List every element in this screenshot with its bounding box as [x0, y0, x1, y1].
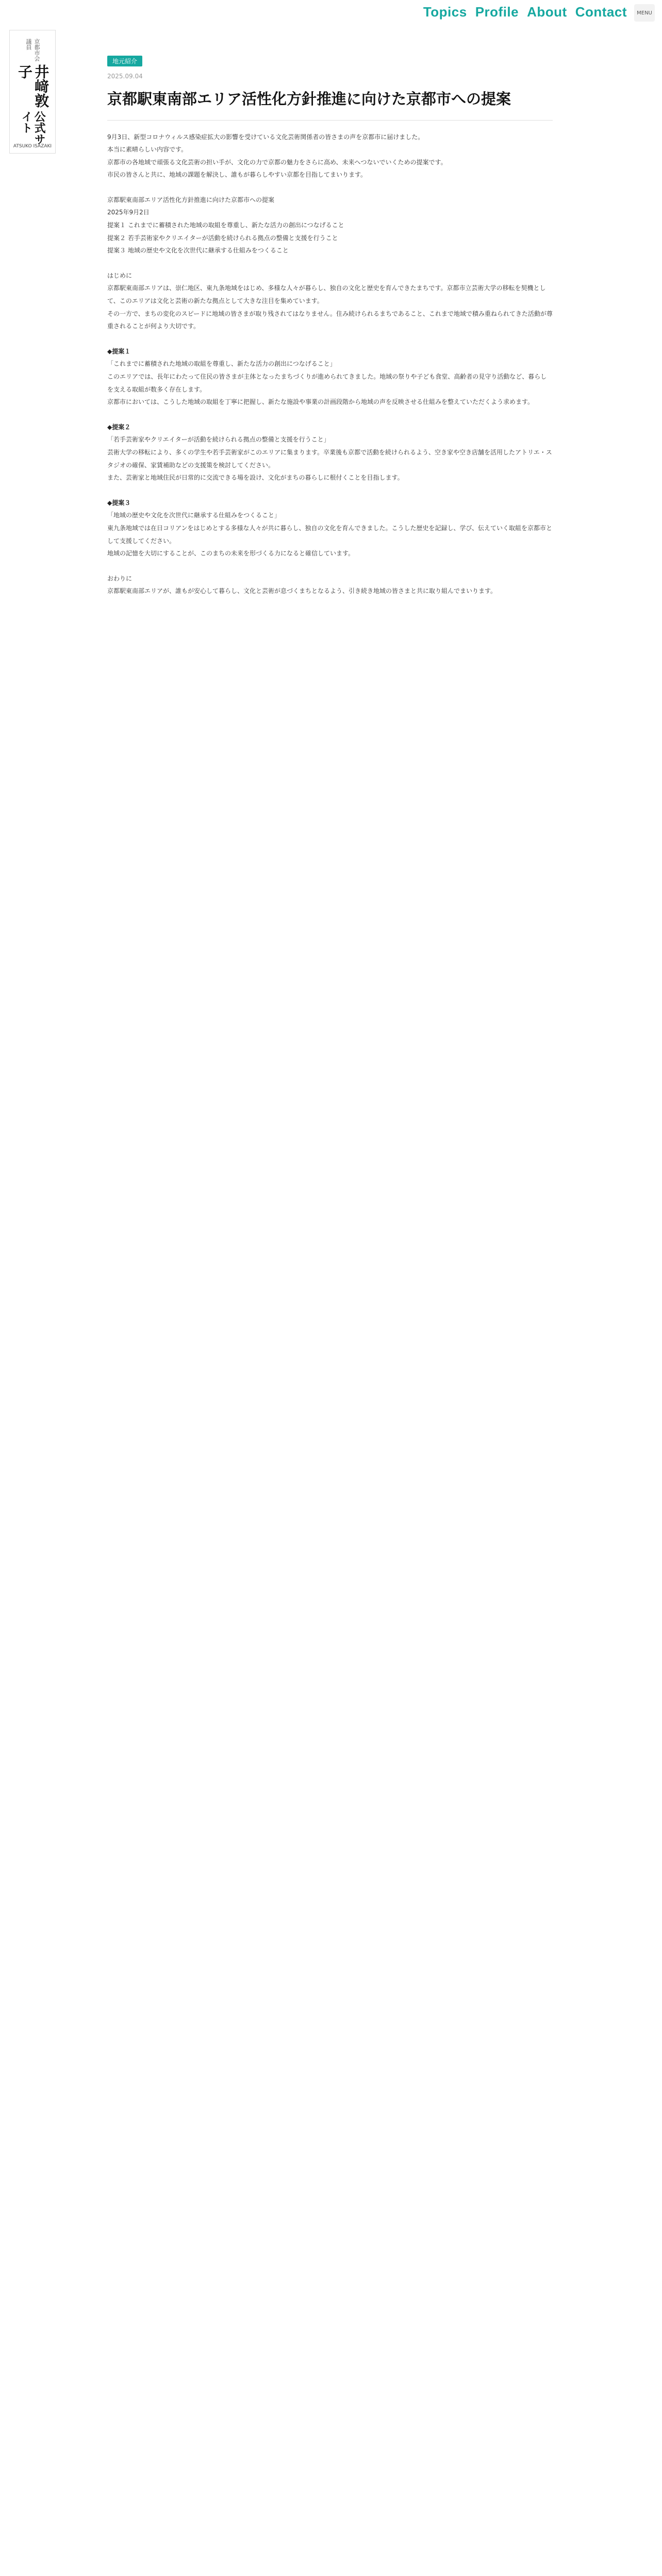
article-paragraph: 「これまでに蓄積された地域の取組を尊重し、新たな活力の創出につなげること」	[107, 360, 336, 368]
article-paragraph: このエリアでは、長年にわたって住民の皆さまが主体となったまちづくりが進められてきました。地域の祭りや子ども食堂、高齢者の見守り活動など、暮らしを支える取組が数多く存在します。	[107, 373, 547, 393]
nav-about[interactable]: About	[527, 4, 567, 20]
nav-topics[interactable]: Topics	[423, 4, 467, 20]
paragraph-gap	[107, 257, 553, 269]
article-paragraph: 「地域の歴史や文化を次世代に継承する仕組みをつくること」	[107, 512, 281, 519]
article-paragraph: 芸術大学の移転により、多くの学生や若手芸術家がこのエリアに集まります。卒業後も京都で活動を続けられるよう、空き家や空き店舗を活用したアトリエ・スタジオの確保、家賃補助などの支援策を検討してください。	[107, 448, 552, 469]
article-title: 京都駅東南部エリア活性化方針推進に向けた京都市への提案	[107, 90, 511, 108]
article-paragraph: また、芸術家と地域住民が日常的に交流できる場を設け、文化がまちの暮らしに根付くことを目指します。	[107, 474, 404, 482]
paragraph-gap	[107, 409, 553, 421]
paragraph-gap	[107, 181, 553, 194]
article-paragraph: 本当に素晴らしい内容です。	[107, 146, 188, 154]
logo-affiliation: 京都市会議員	[25, 39, 40, 61]
nav-contact[interactable]: Contact	[575, 4, 627, 20]
article-paragraph: 地域の記憶を大切にすることが、このまちの未来を形づくる力になると確信しています。	[107, 550, 355, 557]
menu-button[interactable]	[634, 4, 655, 22]
article-paragraph: おわりに	[107, 574, 133, 582]
article-paragraph: 京都市の各地域で頑張る文化芸術の担い手が、文化の力で京都の魅力をさらに高め、未来へつないでいくための提案です。	[107, 158, 447, 166]
article-paragraph: ◆提案２	[107, 423, 131, 431]
title-divider	[107, 120, 553, 121]
article-paragraph: 9月3日、新型コロナウィルス感染症拡大の影響を受けている文化芸術関係者の皆さまの声を京都市に届けました。	[107, 133, 424, 141]
paragraph-gap	[107, 560, 553, 572]
site-logo[interactable]	[9, 30, 56, 154]
top-nav	[423, 4, 627, 20]
category-tag[interactable]: 地元紹介	[107, 56, 142, 66]
paragraph-gap	[107, 333, 553, 345]
article-paragraph: ◆提案１	[107, 347, 131, 355]
post-date: 2025.09.04	[107, 73, 143, 80]
logo-name: 井﨑敦子	[16, 64, 50, 108]
article-paragraph: 東九条地域では在日コリアンをはじめとする多様な人々が共に暮らし、独自の文化を育んできました。こうした歴史を記録し、学び、伝えていく取組を京都市として支援してください。	[107, 524, 553, 545]
article-paragraph: 提案３ 地域の歴史や文化を次世代に継承する仕組みをつくること	[107, 247, 289, 255]
paragraph-gap	[107, 484, 553, 497]
logo-suffix: 公式サイト	[20, 110, 46, 145]
article-paragraph: 市民の皆さんと共に、地域の課題を解決し、誰もが暮らしやすい京都を目指してまいります。	[107, 171, 367, 179]
article-paragraph: その一方で、まちの変化のスピードに地域の皆さまが取り残されてはなりません。住み続けられるまちであること、これまで地域で積み重ねられてきた活動が尊重されることが何より大切です。	[107, 310, 553, 330]
article-paragraph: 京都駅東南部エリアが、誰もが安心して暮らし、文化と芸術が息づくまちとなるよう、引き続き地域の皆さまと共に取り組んでまいります。	[107, 587, 497, 595]
article	[107, 56, 553, 598]
article-paragraph: 「若手芸術家やクリエイターが活動を続けられる拠点の整備と支援を行うこと」	[107, 436, 330, 444]
article-paragraph: はじめに	[107, 272, 133, 279]
logo-english: ATSUKO ISAZAKI	[13, 144, 52, 149]
article-body	[107, 131, 553, 598]
top-bar	[0, 0, 662, 25]
menu-label: MENU	[637, 10, 652, 16]
article-paragraph: 京都市においては、こうした地域の取組を丁寧に把握し、新たな施設や事業の計画段階から地域の声を反映させる仕組みを整えていただくよう求めます。	[107, 398, 534, 406]
article-paragraph: 提案１ これまでに蓄積された地域の取組を尊重し、新たな活力の創出につなげること	[107, 222, 344, 229]
article-paragraph: 2025年9月2日	[107, 209, 150, 216]
nav-profile[interactable]: Profile	[475, 4, 519, 20]
article-paragraph: ◆提案３	[107, 499, 131, 506]
article-paragraph: 京都駅東南部エリア活性化方針推進に向けた京都市への提案	[107, 196, 275, 204]
article-paragraph: 提案２ 若手芸術家やクリエイターが活動を続けられる拠点の整備と支援を行うこと	[107, 234, 338, 242]
article-paragraph: 京都駅東南部エリアは、崇仁地区、東九条地域をはじめ、多様な人々が暮らし、独自の文化と歴史を育んできたまちです。京都市立芸術大学の移転を契機として、このエリアは文化と芸術の新たな拠点として大きな注目を集めています。	[107, 284, 546, 305]
